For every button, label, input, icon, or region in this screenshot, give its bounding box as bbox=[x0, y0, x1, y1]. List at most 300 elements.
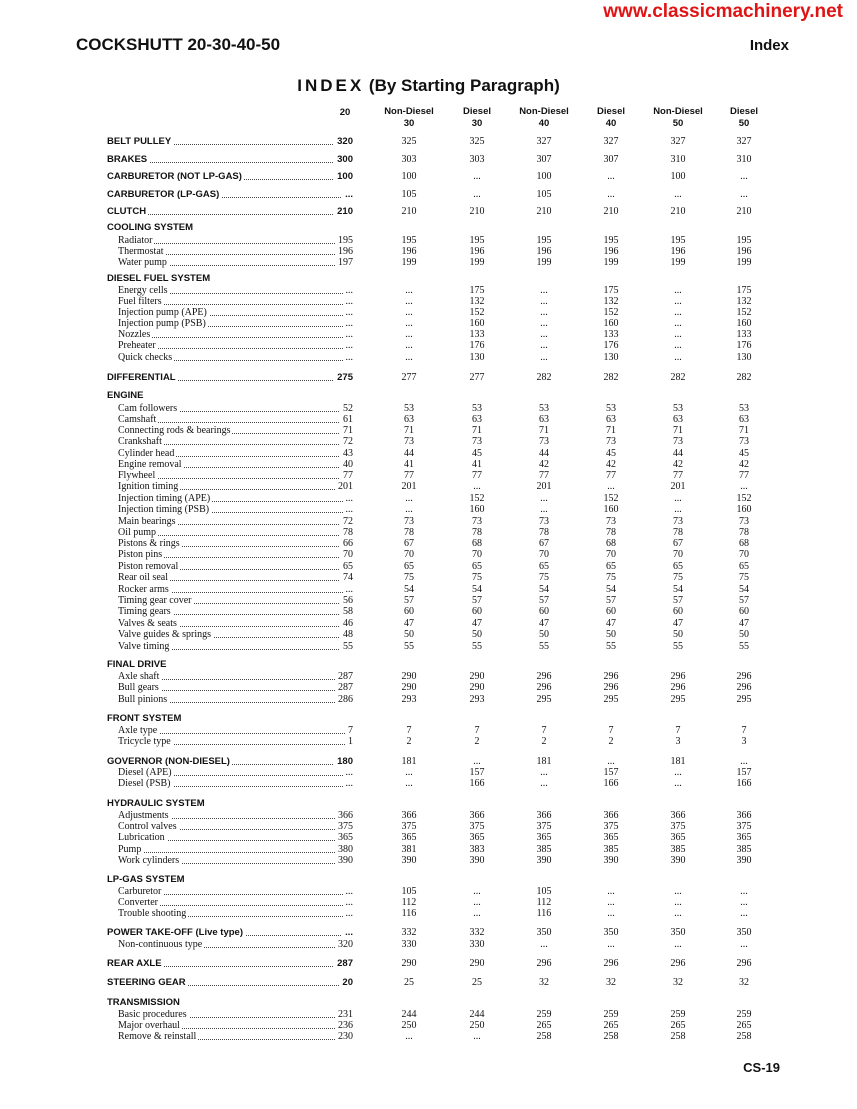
paragraph-number: 70 bbox=[404, 549, 414, 560]
paragraph-number: 41 bbox=[404, 459, 414, 470]
paragraph-number: ... bbox=[607, 481, 615, 492]
paragraph-number: 350 bbox=[736, 927, 752, 938]
paragraph-number: 296 bbox=[736, 682, 752, 693]
paragraph-number: 258 bbox=[536, 1031, 552, 1042]
entry-label: Injection pump (APE) bbox=[118, 307, 207, 318]
paragraph-number: 290 bbox=[469, 682, 485, 693]
paragraph-number: 199 bbox=[401, 257, 417, 268]
entry-label: STEERING GEAR bbox=[107, 977, 186, 988]
paragraph-number: 390 bbox=[536, 855, 552, 866]
index-entry bbox=[118, 459, 353, 470]
paragraph-number: ... bbox=[405, 296, 413, 307]
entry-label: Rocker arms bbox=[118, 584, 169, 595]
paragraph-number: 71 bbox=[673, 425, 683, 436]
paragraph-number: 307 bbox=[536, 154, 552, 165]
paragraph-number: 176 bbox=[603, 340, 619, 351]
paragraph-number: 181 bbox=[670, 756, 686, 767]
paragraph-number: 350 bbox=[670, 927, 686, 938]
paragraph-number-20: ... bbox=[343, 352, 354, 363]
paragraph-number: 327 bbox=[603, 136, 619, 147]
paragraph-number: ... bbox=[740, 171, 748, 182]
entry-label: HYDRAULIC SYSTEM bbox=[107, 798, 205, 809]
paragraph-number-20: 231 bbox=[335, 1009, 353, 1020]
paragraph-number: 42 bbox=[739, 459, 749, 470]
index-entry bbox=[118, 821, 353, 832]
paragraph-number: ... bbox=[740, 756, 748, 767]
paragraph-number: 130 bbox=[736, 352, 752, 363]
section-heading bbox=[107, 713, 353, 724]
paragraph-number: 296 bbox=[536, 958, 552, 969]
entry-label: Piston removal bbox=[118, 561, 179, 572]
paragraph-number: 50 bbox=[472, 629, 482, 640]
paragraph-number: 327 bbox=[736, 136, 752, 147]
paragraph-number: 132 bbox=[469, 296, 485, 307]
paragraph-number-20: ... bbox=[343, 767, 354, 778]
paragraph-number: 65 bbox=[739, 561, 749, 572]
entry-label: Diesel (PSB) bbox=[118, 778, 171, 789]
section-heading bbox=[107, 659, 353, 670]
paragraph-number: ... bbox=[540, 939, 548, 950]
index-entry bbox=[118, 886, 353, 897]
page-number: CS-19 bbox=[743, 1060, 780, 1075]
paragraph-number-20: 43 bbox=[340, 448, 353, 459]
paragraph-number: ... bbox=[674, 189, 682, 200]
paragraph-number-20: 78 bbox=[340, 527, 353, 538]
index-entry bbox=[118, 352, 353, 363]
paragraph-number: 160 bbox=[469, 318, 485, 329]
paragraph-number: ... bbox=[540, 504, 548, 515]
paragraph-number-20: 7 bbox=[345, 725, 353, 736]
paragraph-number: 390 bbox=[401, 855, 417, 866]
paragraph-number: 282 bbox=[603, 372, 619, 383]
paragraph-number: 290 bbox=[401, 671, 417, 682]
paragraph-number: ... bbox=[740, 939, 748, 950]
paragraph-number-20: 286 bbox=[335, 694, 353, 705]
paragraph-number: 44 bbox=[404, 448, 414, 459]
paragraph-number: 53 bbox=[673, 403, 683, 414]
paragraph-number-20: 375 bbox=[335, 821, 353, 832]
paragraph-number: 210 bbox=[401, 206, 417, 217]
running-header-section: Index bbox=[749, 37, 789, 54]
paragraph-number: 47 bbox=[739, 618, 749, 629]
index-entry bbox=[118, 448, 353, 459]
index-entry bbox=[118, 285, 353, 296]
paragraph-number: 385 bbox=[536, 844, 552, 855]
paragraph-number: 332 bbox=[469, 927, 485, 938]
paragraph-number: 176 bbox=[736, 340, 752, 351]
paragraph-number-20: 46 bbox=[340, 618, 353, 629]
paragraph-number: 45 bbox=[606, 448, 616, 459]
section-heading bbox=[107, 997, 353, 1008]
paragraph-number: 195 bbox=[469, 235, 485, 246]
paragraph-number: 296 bbox=[736, 671, 752, 682]
paragraph-number: ... bbox=[674, 340, 682, 351]
paragraph-number: ... bbox=[607, 886, 615, 897]
entry-label: Water pump bbox=[118, 257, 167, 268]
paragraph-number-20: ... bbox=[343, 886, 354, 897]
section-heading bbox=[107, 874, 353, 885]
index-entry bbox=[107, 171, 353, 182]
paragraph-number: 303 bbox=[469, 154, 485, 165]
paragraph-number: 50 bbox=[739, 629, 749, 640]
paragraph-number: 55 bbox=[539, 641, 549, 652]
paragraph-number: 70 bbox=[673, 549, 683, 560]
paragraph-number: 75 bbox=[472, 572, 482, 583]
paragraph-number: 44 bbox=[673, 448, 683, 459]
paragraph-number: 55 bbox=[673, 641, 683, 652]
paragraph-number-20: ... bbox=[343, 504, 354, 515]
paragraph-number: 250 bbox=[469, 1020, 485, 1031]
paragraph-number: 67 bbox=[404, 538, 414, 549]
paragraph-number: 375 bbox=[536, 821, 552, 832]
entry-label: Basic procedures bbox=[118, 1009, 187, 1020]
paragraph-number: 258 bbox=[670, 1031, 686, 1042]
paragraph-number: 181 bbox=[536, 756, 552, 767]
index-entry bbox=[107, 927, 353, 938]
entry-label: Injection pump (PSB) bbox=[118, 318, 206, 329]
paragraph-number: ... bbox=[674, 504, 682, 515]
paragraph-number-20: ... bbox=[343, 285, 354, 296]
paragraph-number: 55 bbox=[404, 641, 414, 652]
paragraph-number: 54 bbox=[404, 584, 414, 595]
index-entry bbox=[118, 235, 353, 246]
paragraph-number: 199 bbox=[670, 257, 686, 268]
column-header-line2: 50 bbox=[672, 118, 684, 129]
paragraph-number: 70 bbox=[539, 549, 549, 560]
paragraph-number: 53 bbox=[606, 403, 616, 414]
paragraph-number: 3 bbox=[741, 736, 747, 747]
paragraph-number: 54 bbox=[472, 584, 482, 595]
paragraph-number: 44 bbox=[539, 448, 549, 459]
paragraph-number: 73 bbox=[472, 436, 482, 447]
watermark-url[interactable]: www.classicmachinery.net bbox=[603, 1, 843, 22]
paragraph-number-20: 287 bbox=[335, 671, 353, 682]
paragraph-number: 258 bbox=[603, 1031, 619, 1042]
index-entry bbox=[118, 493, 353, 504]
paragraph-number: 78 bbox=[472, 527, 482, 538]
paragraph-number-20: 195 bbox=[335, 235, 353, 246]
paragraph-number: 70 bbox=[606, 549, 616, 560]
entry-label: LP-GAS SYSTEM bbox=[107, 874, 185, 885]
paragraph-number-20: 230 bbox=[335, 1031, 353, 1042]
paragraph-number: 63 bbox=[673, 414, 683, 425]
paragraph-number: ... bbox=[540, 285, 548, 296]
paragraph-number: 258 bbox=[736, 1031, 752, 1042]
paragraph-number: 250 bbox=[401, 1020, 417, 1031]
entry-label: Flywheel bbox=[118, 470, 156, 481]
paragraph-number-20: 390 bbox=[335, 855, 353, 866]
paragraph-number: 73 bbox=[539, 436, 549, 447]
paragraph-number: 63 bbox=[539, 414, 549, 425]
paragraph-number: 55 bbox=[472, 641, 482, 652]
paragraph-number: 166 bbox=[736, 778, 752, 789]
paragraph-number: 32 bbox=[539, 977, 549, 988]
paragraph-number: ... bbox=[674, 939, 682, 950]
paragraph-number: 330 bbox=[469, 939, 485, 950]
paragraph-number-20: 380 bbox=[335, 844, 353, 855]
paragraph-number-20: 66 bbox=[340, 538, 353, 549]
paragraph-number: ... bbox=[405, 340, 413, 351]
paragraph-number-20: 201 bbox=[335, 481, 353, 492]
paragraph-number: 375 bbox=[670, 821, 686, 832]
index-entry bbox=[118, 425, 353, 436]
paragraph-number: 47 bbox=[404, 618, 414, 629]
entry-label: Axle shaft bbox=[118, 671, 160, 682]
paragraph-number: 78 bbox=[404, 527, 414, 538]
entry-label: Camshaft bbox=[118, 414, 157, 425]
index-entry bbox=[118, 618, 353, 629]
paragraph-number: 166 bbox=[603, 778, 619, 789]
column-header-line1: Non-Diesel bbox=[653, 106, 703, 117]
paragraph-number: 53 bbox=[472, 403, 482, 414]
index-entry bbox=[118, 403, 353, 414]
paragraph-number: 366 bbox=[469, 810, 485, 821]
paragraph-number-20: 74 bbox=[340, 572, 353, 583]
paragraph-number: 75 bbox=[539, 572, 549, 583]
index-entry bbox=[118, 504, 353, 515]
entry-label: Ignition timing bbox=[118, 481, 179, 492]
entry-label: Adjustments bbox=[118, 810, 169, 821]
paragraph-number: 25 bbox=[472, 977, 482, 988]
paragraph-number: 57 bbox=[539, 595, 549, 606]
paragraph-number: ... bbox=[405, 1031, 413, 1042]
index-entry bbox=[118, 767, 353, 778]
paragraph-number: 244 bbox=[469, 1009, 485, 1020]
entry-label: TRANSMISSION bbox=[107, 997, 180, 1008]
paragraph-number: 310 bbox=[670, 154, 686, 165]
paragraph-number: ... bbox=[674, 296, 682, 307]
paragraph-number: ... bbox=[607, 189, 615, 200]
paragraph-number-20: ... bbox=[343, 897, 354, 908]
paragraph-number: 54 bbox=[673, 584, 683, 595]
paragraph-number: 105 bbox=[401, 886, 417, 897]
paragraph-number: 77 bbox=[739, 470, 749, 481]
column-header-line1: Diesel bbox=[463, 106, 491, 117]
entry-label: Axle type bbox=[118, 725, 158, 736]
paragraph-number-20: ... bbox=[342, 189, 353, 200]
paragraph-number: 112 bbox=[401, 897, 417, 908]
paragraph-number: 105 bbox=[536, 886, 552, 897]
paragraph-number: 195 bbox=[603, 235, 619, 246]
paragraph-number: 50 bbox=[606, 629, 616, 640]
paragraph-number: 45 bbox=[739, 448, 749, 459]
paragraph-number: 7 bbox=[406, 725, 412, 736]
paragraph-number: 50 bbox=[539, 629, 549, 640]
paragraph-number: 73 bbox=[606, 516, 616, 527]
paragraph-number: ... bbox=[540, 307, 548, 318]
paragraph-number: 210 bbox=[670, 206, 686, 217]
entry-label: Trouble shooting bbox=[118, 908, 187, 919]
entry-label: Pistons & rings bbox=[118, 538, 180, 549]
paragraph-number: 259 bbox=[670, 1009, 686, 1020]
paragraph-number-20: 365 bbox=[335, 832, 353, 843]
paragraph-number: 54 bbox=[539, 584, 549, 595]
paragraph-number: 100 bbox=[536, 171, 552, 182]
entry-label: Piston pins bbox=[118, 549, 163, 560]
paragraph-number-20: ... bbox=[343, 778, 354, 789]
paragraph-number: 157 bbox=[469, 767, 485, 778]
paragraph-number: 282 bbox=[536, 372, 552, 383]
entry-label: GOVERNOR (NON-DIESEL) bbox=[107, 756, 230, 767]
paragraph-number: 175 bbox=[736, 285, 752, 296]
paragraph-number: 68 bbox=[472, 538, 482, 549]
entry-label: DIFFERENTIAL bbox=[107, 372, 176, 383]
paragraph-number: 25 bbox=[404, 977, 414, 988]
paragraph-number: 78 bbox=[673, 527, 683, 538]
paragraph-number: 160 bbox=[603, 504, 619, 515]
paragraph-number: 157 bbox=[603, 767, 619, 778]
paragraph-number: 42 bbox=[673, 459, 683, 470]
paragraph-number-20: 320 bbox=[335, 939, 353, 950]
paragraph-number: 47 bbox=[539, 618, 549, 629]
paragraph-number: ... bbox=[405, 307, 413, 318]
entry-label: REAR AXLE bbox=[107, 958, 162, 969]
paragraph-number: 55 bbox=[606, 641, 616, 652]
paragraph-number: 375 bbox=[401, 821, 417, 832]
paragraph-number: 63 bbox=[472, 414, 482, 425]
paragraph-number: 57 bbox=[606, 595, 616, 606]
entry-label: Preheater bbox=[118, 340, 156, 351]
paragraph-number: 70 bbox=[739, 549, 749, 560]
index-entry bbox=[118, 855, 353, 866]
paragraph-number: 296 bbox=[736, 958, 752, 969]
paragraph-number: 381 bbox=[401, 844, 417, 855]
paragraph-number: ... bbox=[740, 908, 748, 919]
paragraph-number: ... bbox=[540, 340, 548, 351]
section-heading bbox=[107, 273, 353, 284]
section-heading bbox=[107, 798, 353, 809]
column-header-line1: Diesel bbox=[730, 106, 758, 117]
entry-label: Crankshaft bbox=[118, 436, 162, 447]
entry-label: CARBURETOR (LP-GAS) bbox=[107, 189, 220, 200]
entry-label: Timing gears bbox=[118, 606, 171, 617]
index-entry bbox=[107, 958, 353, 969]
paragraph-number: 32 bbox=[739, 977, 749, 988]
entry-label: Non-continuous type bbox=[118, 939, 203, 950]
paragraph-number: ... bbox=[473, 756, 481, 767]
paragraph-number: ... bbox=[674, 897, 682, 908]
paragraph-number: 60 bbox=[472, 606, 482, 617]
entry-label: Converter bbox=[118, 897, 158, 908]
entry-label: Valve timing bbox=[118, 641, 170, 652]
paragraph-number-20: 40 bbox=[340, 459, 353, 470]
index-entry bbox=[118, 516, 353, 527]
paragraph-number-20: 20 bbox=[339, 977, 353, 988]
paragraph-number: 259 bbox=[536, 1009, 552, 1020]
paragraph-number: 195 bbox=[401, 235, 417, 246]
paragraph-number: 65 bbox=[673, 561, 683, 572]
index-entry bbox=[118, 318, 353, 329]
paragraph-number: 366 bbox=[536, 810, 552, 821]
paragraph-number: ... bbox=[473, 481, 481, 492]
index-entry bbox=[118, 296, 353, 307]
paragraph-number: 77 bbox=[472, 470, 482, 481]
paragraph-number: 60 bbox=[673, 606, 683, 617]
paragraph-number: 50 bbox=[404, 629, 414, 640]
index-entry bbox=[118, 481, 353, 492]
paragraph-number: 330 bbox=[401, 939, 417, 950]
paragraph-number: ... bbox=[540, 493, 548, 504]
paragraph-number: 277 bbox=[401, 372, 417, 383]
entry-label: Tricycle type bbox=[118, 736, 171, 747]
paragraph-number: 295 bbox=[603, 694, 619, 705]
paragraph-number: 277 bbox=[469, 372, 485, 383]
entry-label: FRONT SYSTEM bbox=[107, 713, 182, 724]
paragraph-number: 71 bbox=[404, 425, 414, 436]
paragraph-number: 327 bbox=[536, 136, 552, 147]
paragraph-number-20: 61 bbox=[340, 414, 353, 425]
paragraph-number: 366 bbox=[670, 810, 686, 821]
index-entry bbox=[118, 538, 353, 549]
paragraph-number: ... bbox=[540, 778, 548, 789]
paragraph-number: 201 bbox=[401, 481, 417, 492]
paragraph-number: 210 bbox=[736, 206, 752, 217]
index-entry bbox=[118, 641, 353, 652]
dot-leader bbox=[118, 852, 353, 853]
column-header-line2: 40 bbox=[538, 118, 550, 129]
paragraph-number: ... bbox=[674, 908, 682, 919]
paragraph-number: 78 bbox=[606, 527, 616, 538]
index-entry bbox=[118, 736, 353, 747]
paragraph-number: 201 bbox=[536, 481, 552, 492]
paragraph-number: ... bbox=[674, 307, 682, 318]
paragraph-number: 47 bbox=[606, 618, 616, 629]
index-entry bbox=[118, 414, 353, 425]
paragraph-number: 2 bbox=[406, 736, 412, 747]
paragraph-number: 152 bbox=[469, 493, 485, 504]
paragraph-number: 57 bbox=[472, 595, 482, 606]
paragraph-number: 296 bbox=[603, 671, 619, 682]
paragraph-number: 157 bbox=[736, 767, 752, 778]
paragraph-number: 32 bbox=[673, 977, 683, 988]
paragraph-number: 45 bbox=[472, 448, 482, 459]
paragraph-number: 160 bbox=[469, 504, 485, 515]
paragraph-number: 41 bbox=[472, 459, 482, 470]
paragraph-number: 390 bbox=[469, 855, 485, 866]
paragraph-number: ... bbox=[405, 318, 413, 329]
index-entry bbox=[118, 671, 353, 682]
paragraph-number-20: 52 bbox=[340, 403, 353, 414]
paragraph-number: ... bbox=[674, 778, 682, 789]
paragraph-number: ... bbox=[405, 285, 413, 296]
paragraph-number: 65 bbox=[472, 561, 482, 572]
paragraph-number: 160 bbox=[736, 318, 752, 329]
entry-label: Diesel (APE) bbox=[118, 767, 172, 778]
index-entry bbox=[118, 246, 353, 257]
paragraph-number: 105 bbox=[401, 189, 417, 200]
paragraph-number: 385 bbox=[603, 844, 619, 855]
paragraph-number: 132 bbox=[736, 296, 752, 307]
paragraph-number: 296 bbox=[603, 682, 619, 693]
paragraph-number-20: 196 bbox=[335, 246, 353, 257]
paragraph-number: 132 bbox=[603, 296, 619, 307]
paragraph-number: 68 bbox=[606, 538, 616, 549]
paragraph-number: 116 bbox=[401, 908, 417, 919]
paragraph-number: 350 bbox=[536, 927, 552, 938]
paragraph-number: 2 bbox=[608, 736, 614, 747]
paragraph-number: 73 bbox=[739, 436, 749, 447]
index-entry bbox=[118, 572, 353, 583]
index-entry bbox=[107, 189, 353, 200]
paragraph-number-20: 48 bbox=[340, 629, 353, 640]
paragraph-number: 55 bbox=[739, 641, 749, 652]
paragraph-number: 105 bbox=[536, 189, 552, 200]
paragraph-number: ... bbox=[674, 767, 682, 778]
index-entry bbox=[118, 1031, 353, 1042]
paragraph-number: 60 bbox=[606, 606, 616, 617]
paragraph-number: 78 bbox=[539, 527, 549, 538]
paragraph-number: 310 bbox=[736, 154, 752, 165]
